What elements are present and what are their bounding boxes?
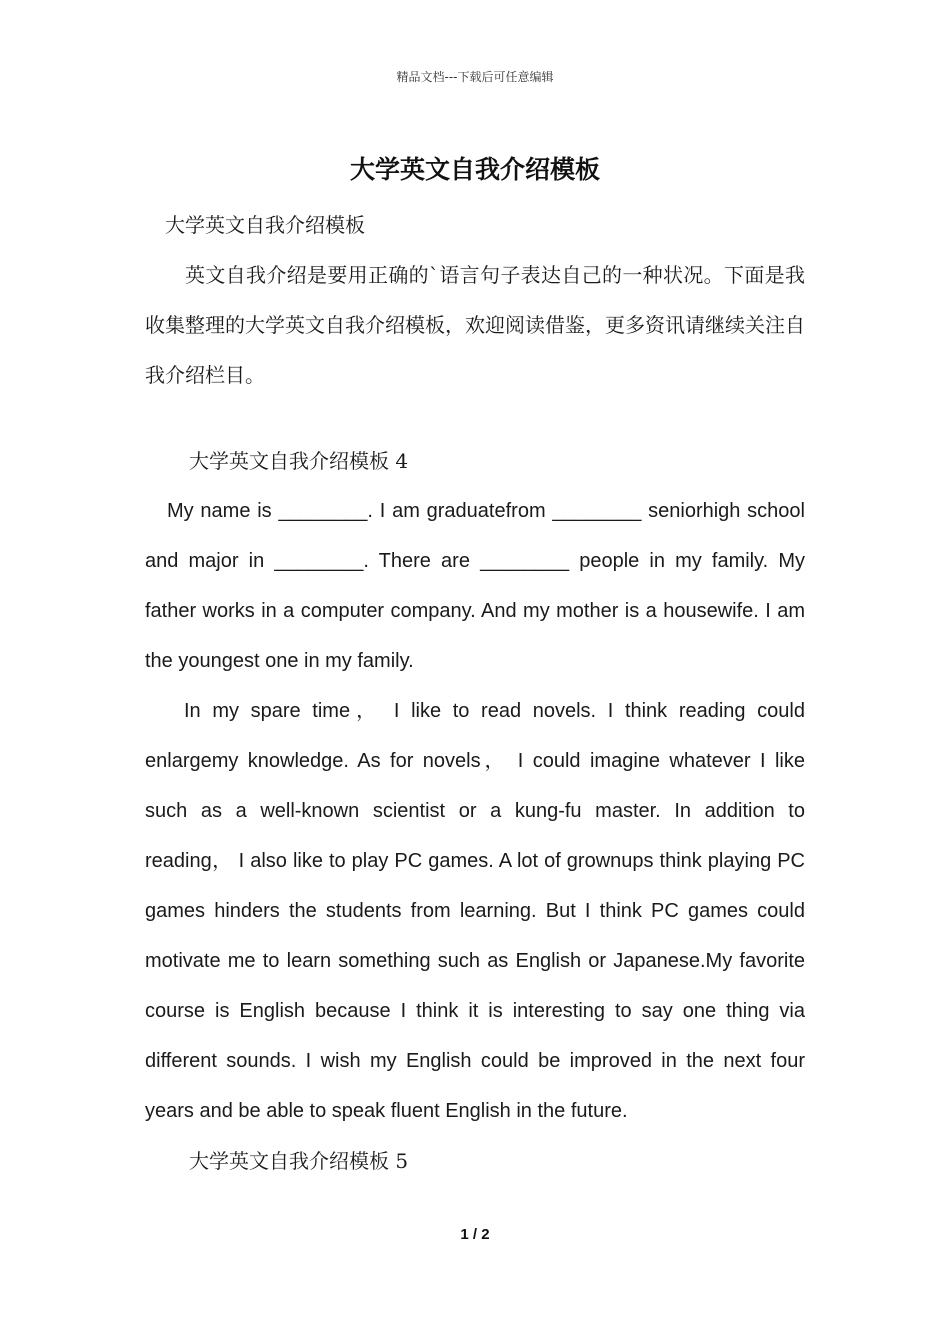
header-note: 精品文档---下载后可任意编辑 — [396, 70, 554, 84]
section-5-heading: 大学英文自我介绍模板 5 — [189, 1149, 409, 1173]
paragraph-gap — [145, 400, 805, 436]
section-4-paragraph-2: In my spare time， I like to read novels. I think reading could enlargemy knowledge. As for novels， I could imagine whatever I like such as a well-known scientist or a kung-fu master. In addition to reading， I also like to play PC games. A lot of grownups think playing PC games hinders the students from learning. But I think PC games could motivate me to learn something such as English or Japanese.My favorite course is English because I think it is interesting to say one thing via different sounds. I wish my English could be improved in the next four years and be able to speak fluent English in the future. — [145, 700, 805, 1122]
subtitle: 大学英文自我介绍模板 — [165, 213, 365, 237]
document-title: 大学英文自我介绍模板 — [349, 155, 600, 184]
page-number: 1 / 2 — [460, 1226, 490, 1243]
document-body — [145, 200, 805, 1186]
section-4-heading: 大学英文自我介绍模板 4 — [189, 449, 409, 473]
section-4-paragraph-1: My name is ________. I am graduatefrom ________ seniorhigh school and major in ________. There are ________ people in my family. My father works in a computer company. And my mother is a housewife. I am the youngest one in my family. — [145, 500, 805, 672]
intro-paragraph: 英文自我介绍是要用正确的`语言句子表达自己的一种状况。下面是我收集整理的大学英文自我介绍模板，欢迎阅读借鉴，更多资讯请继续关注自我介绍栏目。 — [145, 263, 805, 387]
